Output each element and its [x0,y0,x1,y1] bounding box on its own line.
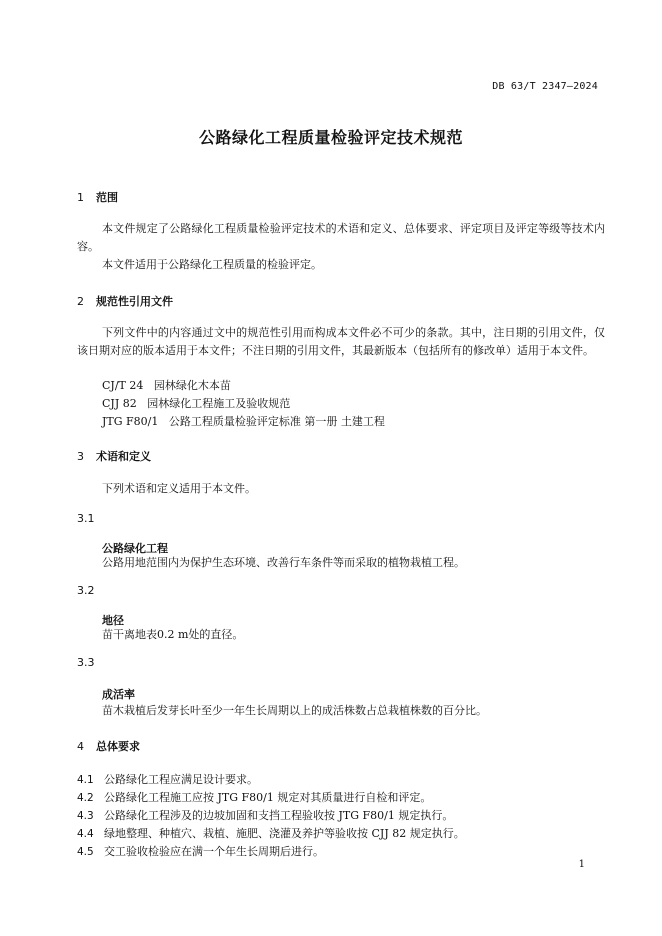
term-name: 地径 [102,614,124,627]
reference-item: CJ/T 24 园林绿化木本苗 [102,379,231,392]
list-item [77,790,431,806]
section-heading-scope [77,189,118,205]
standard-code: DB 63/T 2347—2024 [492,81,598,92]
list-item [77,826,465,842]
term-name: 公路绿化工程 [102,542,168,555]
term-number: 3.2 [77,584,95,597]
section-number: 1 [77,191,84,204]
section-heading-general-requirements [77,738,140,754]
section-title: 总体要求 [96,740,140,753]
item-text: 绿地整理、种植穴、栽植、施肥、浇灌及养护等验收按 CJJ 82 规定执行。 [104,827,465,840]
term-definition: 公路用地范围内为保护生态环境、改善行车条件等而采取的植物栽植工程。 [102,556,465,569]
item-number: 4.5 [77,846,94,858]
list-item [77,844,324,860]
item-number: 4.2 [77,792,94,804]
list-item [77,808,453,824]
page-number: 1 [578,859,585,870]
item-text: 公路绿化工程应满足设计要求。 [104,773,258,786]
item-number: 4.3 [77,810,94,822]
section-heading-normative-references [77,293,173,309]
section-title: 范围 [96,191,118,204]
item-text: 公路绿化工程涉及的边坡加固和支挡工程验收按 JTG F80/1 规定执行。 [104,809,454,822]
section-title: 术语和定义 [96,450,151,463]
section-title: 规范性引用文件 [96,295,173,308]
item-text: 交工验收检验应在满一个年生长周期后进行。 [104,845,324,858]
paragraph: 本文件适用于公路绿化工程质量的检验评定。 [102,258,322,271]
reference-item: JTG F80/1 公路工程质量检验评定标准 第一册 土建工程 [102,415,385,428]
section-number: 2 [77,295,84,308]
paragraph: 下列文件中的内容通过文中的规范性引用而构成本文件必不可少的条款。其中，注日期的引用文件，仅该日期对应的版本适用于本文件；不注日期的引用文件，其最新版本（包括所有的修改单）适用于本文件。 [77,326,605,357]
list-item [77,772,258,788]
paragraph: 本文件规定了公路绿化工程质量检验评定技术的术语和定义、总体要求、评定项目及评定等级等技术内容。 [77,222,605,253]
term-number: 3.3 [77,656,95,669]
item-number: 4.4 [77,828,94,840]
term-number: 3.1 [77,512,95,525]
term-definition: 苗木栽植后发芽长叶至少一年生长周期以上的成活株数占总栽植株数的百分比。 [102,704,487,717]
section-heading-terms [77,448,151,464]
item-text: 公路绿化工程施工应按 JTG F80/1 规定对其质量进行自检和评定。 [104,791,432,804]
section-number: 3 [77,450,84,463]
document-title: 公路绿化工程质量检验评定技术规范 [198,128,463,147]
term-definition: 苗干离地表0.2 m处的直径。 [102,628,244,641]
paragraph: 下列术语和定义适用于本文件。 [102,482,256,495]
section-number: 4 [77,740,84,753]
reference-item: CJJ 82 园林绿化工程施工及验收规范 [102,397,291,410]
item-number: 4.1 [77,774,94,786]
term-name: 成活率 [102,688,135,701]
